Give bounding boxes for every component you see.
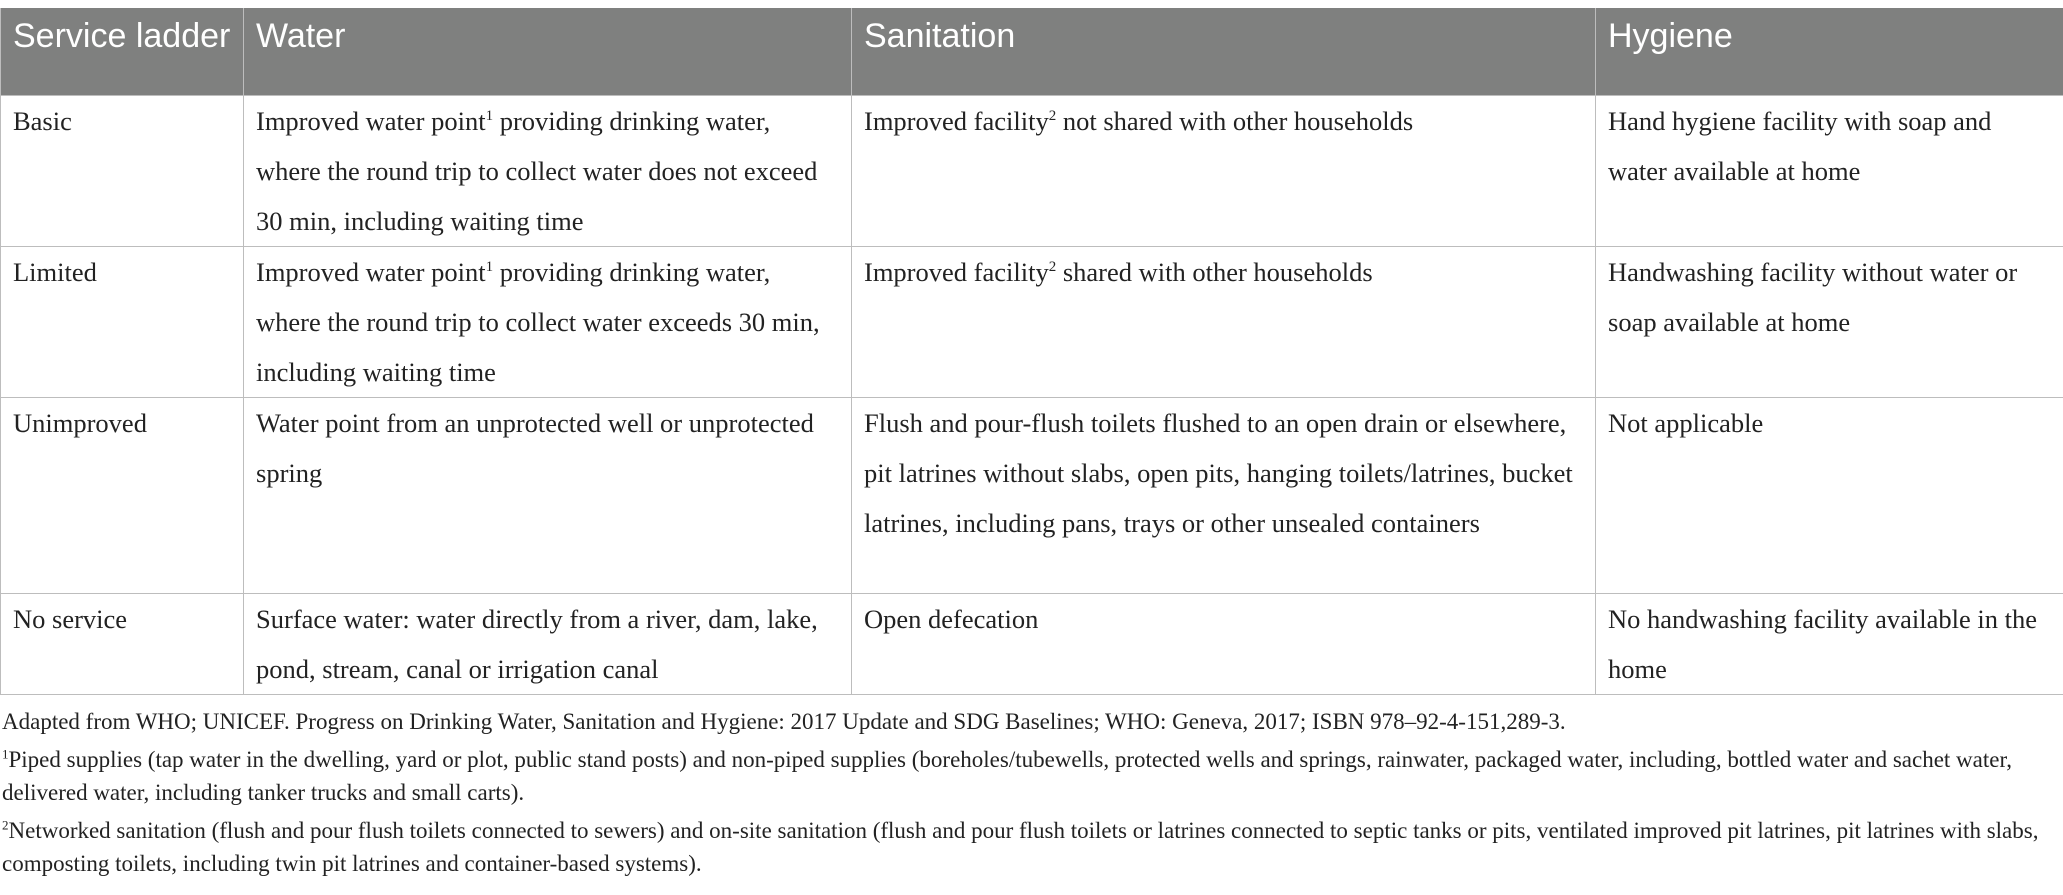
header-row	[1, 8, 2063, 95]
cell-ladder: Limited	[1, 246, 244, 397]
cell-text: providing drinking water, where the round trip to collect water does not exceed 30 min, including waiting time	[256, 105, 818, 236]
cell-hygiene: Hand hygiene facility with soap and water available at home	[1596, 95, 2063, 246]
footnote-ref: 2	[1048, 258, 1057, 275]
source-note: Adapted from WHO; UNICEF. Progress on Drinking Water, Sanitation and Hygiene: 2017 Update and SDG Baselines; WHO: Geneva, 2017; ISBN 978–92-4-151,289-3.	[2, 708, 1566, 734]
footnote-2	[2, 814, 2063, 880]
cell-text: Improved facility	[864, 105, 1049, 136]
table-row	[1, 397, 2063, 593]
cell-text: shared with other households	[1056, 256, 1373, 287]
cell-text: not shared with other households	[1056, 105, 1414, 136]
cell-hygiene: No handwashing facility available in the home	[1596, 593, 2063, 694]
cell-sanitation: Open defecation	[852, 593, 1596, 694]
cell-sanitation	[852, 95, 1596, 246]
cell-ladder: No service	[1, 593, 244, 694]
cell-hygiene: Not applicable	[1596, 397, 2063, 593]
header-water: Water	[244, 8, 852, 95]
cell-text: providing drinking water, where the round trip to collect water exceeds 30 min, including waiting time	[256, 256, 820, 387]
cell-water	[244, 246, 852, 397]
cell-water: Water point from an unprotected well or unprotected spring	[244, 397, 852, 593]
cell-ladder: Unimproved	[1, 397, 244, 593]
table-container	[0, 8, 2063, 880]
footnote-1	[2, 743, 2063, 809]
footnote-text: Piped supplies (tap water in the dwelling, yard or plot, public stand posts) and non-piped supplies (boreholes/tubewells, protected wells and springs, rainwater, packaged water, including, bottled water and sachet water, delivered water, including tanker trucks and small carts).	[2, 746, 2012, 805]
cell-sanitation	[852, 246, 1596, 397]
cell-text: Improved water point	[256, 105, 486, 136]
footnote-marker: 1	[2, 745, 9, 761]
table-row	[1, 593, 2063, 694]
cell-text: Improved water point	[256, 256, 486, 287]
header-service-ladder: Service ladder	[1, 8, 244, 95]
footnote-text: Networked sanitation (flush and pour flush toilets connected to sewers) and on-site sanitation (flush and pour flush toilets or latrines connected to septic tanks or pits, ventilated improved pit latrines, pit latrines with slabs, composting toilets, including twin pit latrines and container-based systems).	[2, 817, 2039, 876]
service-ladder-table	[0, 8, 2063, 695]
cell-sanitation: Flush and pour-flush toilets flushed to an open drain or elsewhere, pit latrines without slabs, open pits, hanging toilets/latrines, bucket latrines, including pans, trays or other unsealed containers	[852, 397, 1596, 593]
footnote-ref: 1	[485, 258, 494, 275]
cell-hygiene: Handwashing facility without water or soap available at home	[1596, 246, 2063, 397]
cell-water	[244, 95, 852, 246]
header-hygiene: Hygiene	[1596, 8, 2063, 95]
footnote-marker: 2	[2, 816, 9, 832]
cell-water: Surface water: water directly from a river, dam, lake, pond, stream, canal or irrigation canal	[244, 593, 852, 694]
footnote-ref: 1	[485, 107, 494, 124]
table-row	[1, 246, 2063, 397]
footnote-ref: 2	[1048, 107, 1057, 124]
table-row	[1, 95, 2063, 246]
table-footnotes	[0, 705, 2063, 880]
cell-text: Improved facility	[864, 256, 1049, 287]
header-sanitation: Sanitation	[852, 8, 1596, 95]
cell-ladder: Basic	[1, 95, 244, 246]
